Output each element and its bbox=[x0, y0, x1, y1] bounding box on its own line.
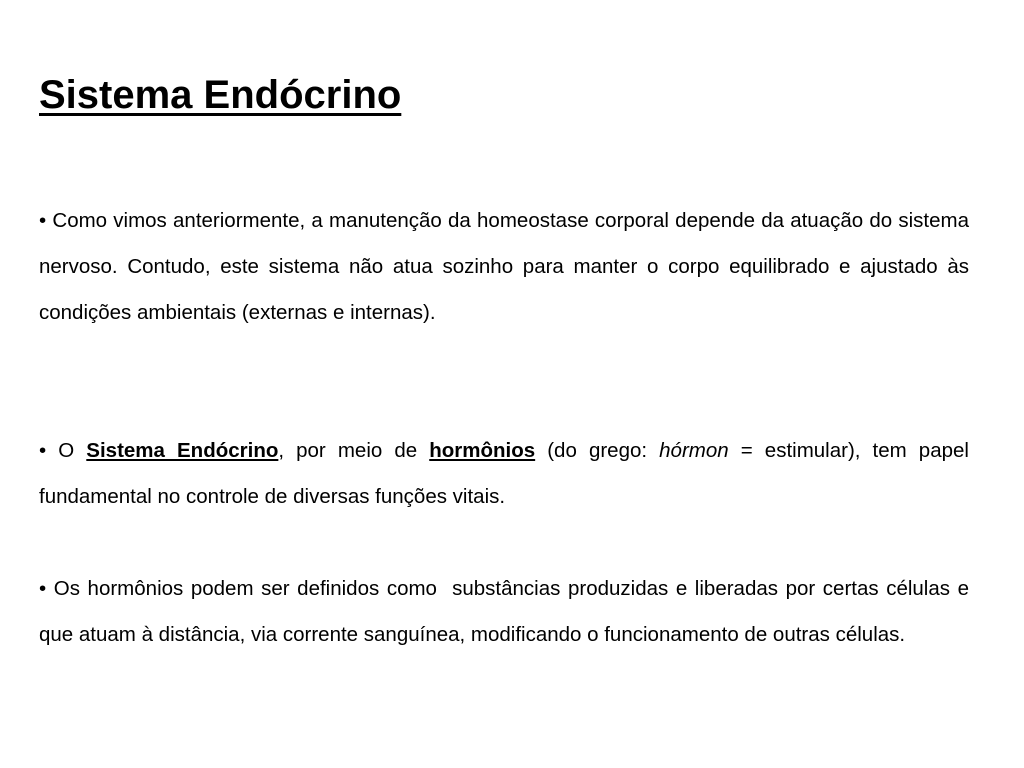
term-hormon: hórmon bbox=[659, 439, 729, 462]
slide-title: Sistema Endócrino bbox=[39, 73, 402, 117]
text-segment: (do grego: bbox=[547, 439, 648, 462]
term-hormonios: hormônios bbox=[429, 439, 536, 462]
bullet: • bbox=[39, 209, 47, 232]
text-segment: Os hormônios podem ser definidos como bbox=[53, 577, 437, 600]
text-segment: O bbox=[58, 439, 75, 462]
paragraph-definicao-hormonios bbox=[39, 566, 969, 658]
text-segment: , por meio de bbox=[278, 439, 418, 462]
bullet: • bbox=[39, 577, 47, 600]
paragraph-homeostase bbox=[39, 198, 969, 336]
text-segment: substâncias produzidas e liberadas por certas células e que atuam à distância, via corrente sanguínea, modificando o funcionamento de outras células. bbox=[39, 577, 969, 646]
paragraph-sistema-endocrino bbox=[39, 428, 969, 520]
text-segment: = estimular), tem papel fundamental no controle de diversas funções vitais. bbox=[39, 439, 969, 508]
term-sistema-endocrino: Sistema Endócrino bbox=[86, 439, 279, 462]
bullet: • bbox=[39, 439, 47, 462]
paragraph-text: Como vimos anteriormente, a manutenção da homeostase corporal depende da atuação do sistema nervoso. Contudo, este sistema não atua sozinho para manter o corpo equilibrado e ajustado às condições ambientais (externas e internas). bbox=[39, 209, 969, 324]
